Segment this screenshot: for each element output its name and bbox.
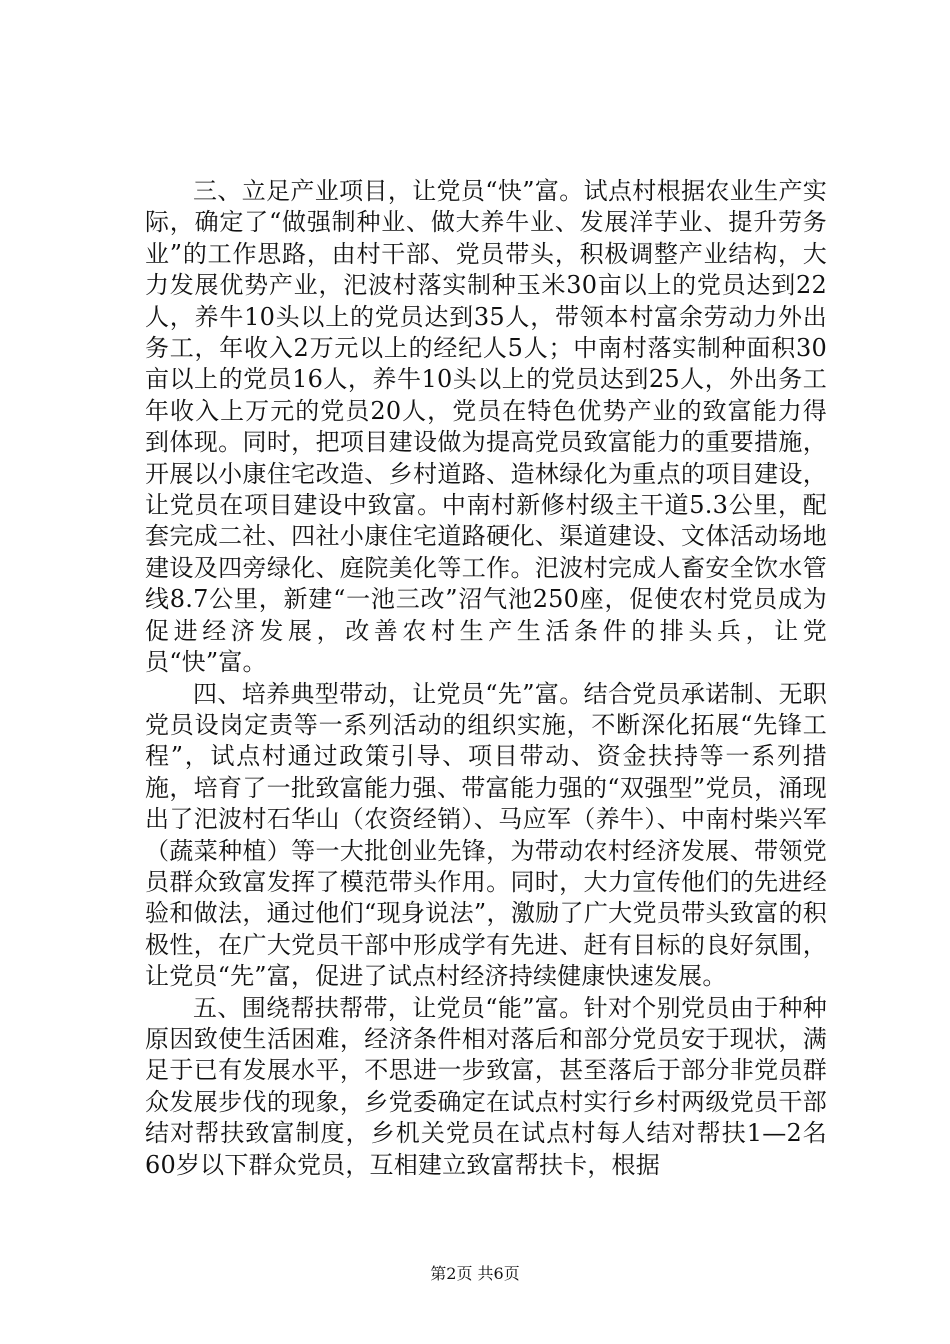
document-body [145,176,827,1181]
paragraph-typical-examples: 四、培养典型带动，让党员“先”富。结合党员承诺制、无职党员设岗定责等一系列活动的组织实施，不断深化拓展“先锋工程”，试点村通过政策引导、项目带动、资金扶持等一系列措施，培育了一批致富能力强、带富能力强的“双强型”党员，涌现出了汜波村石华山（农资经销）、马应军（养牛）、中南村柴兴军（蔬菜种植）等一大批创业先锋，为带动农村经济发展、带领党员群众致富发挥了模范带头作用。同时，大力宣传他们的先进经验和做法，通过他们“现身说法”，激励了广大党员带头致富的积极性，在广大党员干部中形成学有先进、赶有目标的良好氛围，让党员“先”富，促进了试点村经济持续健康快速发展。 [145,679,827,991]
paragraph-industry-projects: 三、立足产业项目，让党员“快”富。试点村根据农业生产实际，确定了“做强制种业、做大养牛业、发展洋芋业、提升劳务业”的工作思路，由村干部、党员带头，积极调整产业结构，大力发展优势产业，汜波村落实制种玉米30亩以上的党员达到22人，养牛10头以上的党员达到35人，带领本村富余劳动力外出务工，年收入2万元以上的经纪人5人；中南村落实制种面积30亩以上的党员16人，养牛10头以上的党员达到25人，外出务工年收入上万元的党员20人，党员在特色优势产业的致富能力得到体现。同时，把项目建设做为提高党员致富能力的重要措施，开展以小康住宅改造、乡村道路、造林绿化为重点的项目建设，让党员在项目建设中致富。中南村新修村级主干道5.3公里，配套完成二社、四社小康住宅道路硬化、渠道建设、文体活动场地建设及四旁绿化、庭院美化等工作。汜波村完成人畜安全饮水管线8.7公里，新建“一池三改”沼气池250座，促使农村党员成为促进经济发展，改善农村生产生活条件的排头兵，让党员“快”富。 [145,177,827,677]
paragraph-assistance-pairing: 五、围绕帮扶帮带，让党员“能”富。针对个别党员由于种种原因致使生活困难，经济条件相对落后和部分党员安于现状，满足于已有发展水平，不思进一步致富，甚至落后于部分非党员群众发展步伐的现象，乡党委确定在试点村实行乡村两级党员干部结对帮扶致富制度，乡机关党员在试点村每人结对帮扶1—2名60岁以下群众党员，互相建立致富帮扶卡，根据 [145,993,827,1179]
page-footer: 第2页 共6页 [430,1264,520,1283]
